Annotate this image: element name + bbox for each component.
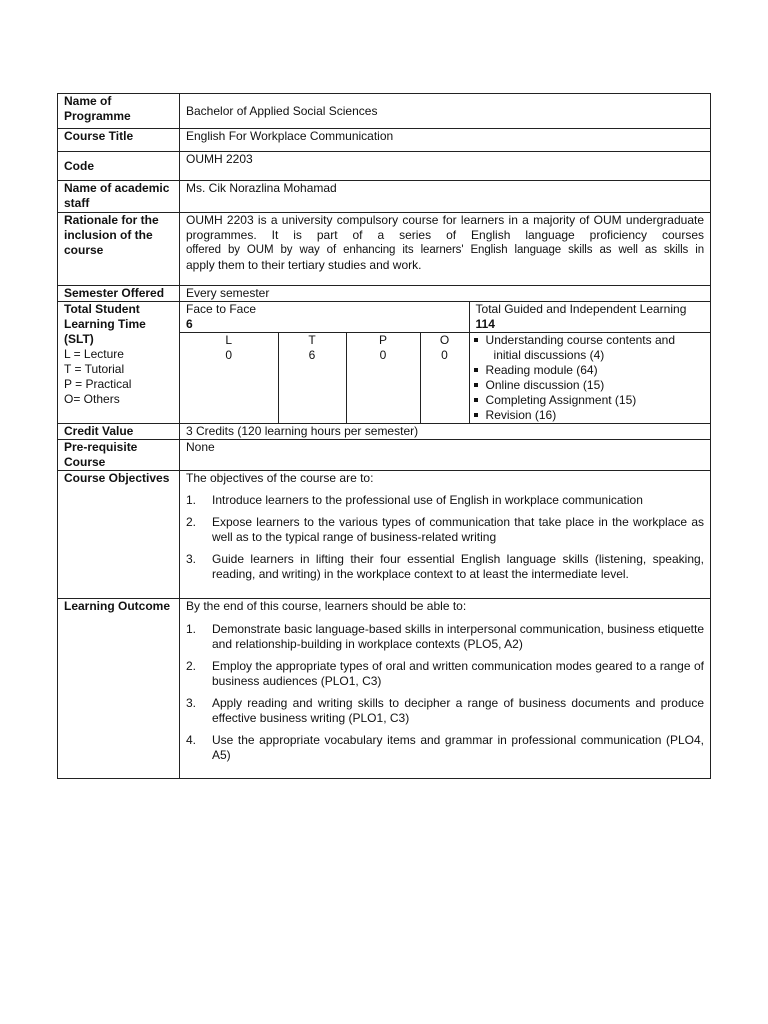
list-item: Revision (16) bbox=[470, 408, 710, 423]
value-course-title: English For Workplace Communication bbox=[180, 129, 711, 152]
label-course-title: Course Title bbox=[58, 129, 180, 152]
slt-title: Total Student Learning Time (SLT) bbox=[64, 302, 146, 346]
outcomes-intro: By the end of this course, learners should be able to: bbox=[186, 599, 467, 613]
row-code bbox=[58, 152, 711, 181]
value-semester: Every semester bbox=[180, 286, 711, 302]
bullet-icon bbox=[474, 398, 478, 402]
list-item: 4. Use the appropriate vocabulary items and grammar in professional communication (PLO4, A5) bbox=[186, 733, 704, 762]
row-objectives bbox=[58, 471, 711, 599]
bullet-icon bbox=[474, 383, 478, 387]
list-item: 1. Introduce learners to the professional use of English in workplace communication bbox=[186, 493, 643, 507]
row-outcomes bbox=[58, 599, 711, 779]
label-slt bbox=[58, 302, 180, 424]
slt-breakdown bbox=[180, 302, 711, 424]
legend-lecture: L = Lecture bbox=[64, 347, 124, 361]
value-code: OUMH 2203 bbox=[180, 152, 711, 181]
list-item: 1. Demonstrate basic language-based skills in interpersonal communication, business etiquette and relationship-building in workplace contexts (PLO5, A2) bbox=[186, 622, 704, 651]
slt-activities bbox=[469, 333, 710, 424]
rationale-text-a: OUMH 2203 is a university compulsory course for learners in a majority of OUM undergraduate programmes. It is part of a series of English language proficiency courses bbox=[186, 213, 704, 242]
value-objectives bbox=[180, 471, 711, 599]
value-staff: Ms. Cik Norazlina Mohamad bbox=[180, 181, 711, 213]
row-programme bbox=[58, 94, 711, 129]
objectives-intro: The objectives of the course are to: bbox=[186, 471, 374, 485]
list-item: 2. Expose learners to the various types of communication that take place in the workplace as well as to the typical range of business-related writing bbox=[186, 515, 704, 544]
label-objectives: Course Objectives bbox=[58, 471, 180, 599]
course-info-table bbox=[57, 93, 711, 779]
row-semester bbox=[58, 286, 711, 302]
bullet-icon bbox=[474, 338, 478, 342]
legend-tutorial: T = Tutorial bbox=[64, 362, 125, 376]
row-course-title bbox=[58, 129, 711, 152]
slt-col-o-head: O bbox=[439, 333, 450, 347]
rationale-text-c: apply them to their tertiary studies and work. bbox=[186, 258, 422, 272]
value-programme: Bachelor of Applied Social Sciences bbox=[180, 94, 711, 129]
value-prereq: None bbox=[180, 440, 711, 471]
slt-col-o bbox=[420, 333, 469, 424]
bullet-icon bbox=[474, 368, 478, 372]
bullet-icon bbox=[474, 413, 478, 417]
guided-value: 114 bbox=[475, 317, 495, 331]
label-credit: Credit Value bbox=[58, 424, 180, 440]
label-programme: Name of Programme bbox=[58, 94, 180, 129]
list-item: Reading module (64) bbox=[470, 363, 710, 378]
label-outcomes: Learning Outcome bbox=[58, 599, 180, 779]
value-credit: 3 Credits (120 learning hours per semester) bbox=[180, 424, 711, 440]
guided-cell bbox=[469, 302, 710, 333]
f2f-cell bbox=[180, 302, 469, 333]
list-item: 2. Employ the appropriate types of oral and written communication modes geared to a range of business audiences (PLO1, C3) bbox=[186, 659, 704, 688]
slt-col-p-value: 0 bbox=[379, 348, 387, 362]
row-slt bbox=[58, 302, 711, 424]
guided-label: Total Guided and Independent Learning bbox=[475, 302, 687, 316]
slt-col-l-head: L bbox=[225, 333, 233, 347]
activity-list bbox=[470, 333, 710, 423]
list-item: Completing Assignment (15) bbox=[470, 393, 710, 408]
row-staff bbox=[58, 181, 711, 213]
slt-col-l bbox=[180, 333, 278, 424]
label-code: Code bbox=[58, 152, 180, 181]
slt-detail-row bbox=[180, 333, 710, 424]
row-rationale bbox=[58, 213, 711, 286]
label-semester: Semester Offered bbox=[58, 286, 180, 302]
row-credit bbox=[58, 424, 711, 440]
objectives-list bbox=[186, 493, 704, 582]
slt-legend bbox=[64, 347, 173, 407]
list-item: Online discussion (15) bbox=[470, 378, 710, 393]
slt-subtable bbox=[180, 302, 710, 423]
label-staff: Name of academic staff bbox=[58, 181, 180, 213]
slt-col-p-head: P bbox=[378, 333, 387, 347]
f2f-value: 6 bbox=[186, 317, 193, 331]
slt-col-o-value: 0 bbox=[441, 348, 448, 362]
slt-col-t-head: T bbox=[308, 333, 316, 347]
row-prereq bbox=[58, 440, 711, 471]
value-rationale bbox=[180, 213, 711, 286]
value-outcomes bbox=[180, 599, 711, 779]
slt-col-p bbox=[346, 333, 420, 424]
f2f-label: Face to Face bbox=[186, 302, 257, 316]
legend-others: O= Others bbox=[64, 392, 120, 406]
slt-col-l-value: 0 bbox=[225, 348, 233, 362]
rationale-text-b: offered by OUM by way of enhancing its learners' English language skills as well as skills in bbox=[186, 244, 704, 256]
list-item: 3. Guide learners in lifting their four essential English language skills (listening, speaking, reading, and writing) in the workplace context to at least the intermediate level. bbox=[186, 552, 704, 581]
list-item: 3. Apply reading and writing skills to decipher a range of business documents and produce effective business writing (PLO1, C3) bbox=[186, 696, 704, 725]
slt-summary-row bbox=[180, 302, 710, 333]
legend-practical: P = Practical bbox=[64, 377, 132, 391]
list-item: Understanding course contents and initial discussions (4) bbox=[470, 333, 710, 363]
slt-col-t bbox=[278, 333, 346, 424]
slt-col-t-value: 6 bbox=[308, 348, 316, 362]
outcomes-list bbox=[186, 622, 704, 763]
label-rationale: Rationale for the inclusion of the course bbox=[58, 213, 180, 286]
label-prereq: Pre-requisite Course bbox=[58, 440, 180, 471]
